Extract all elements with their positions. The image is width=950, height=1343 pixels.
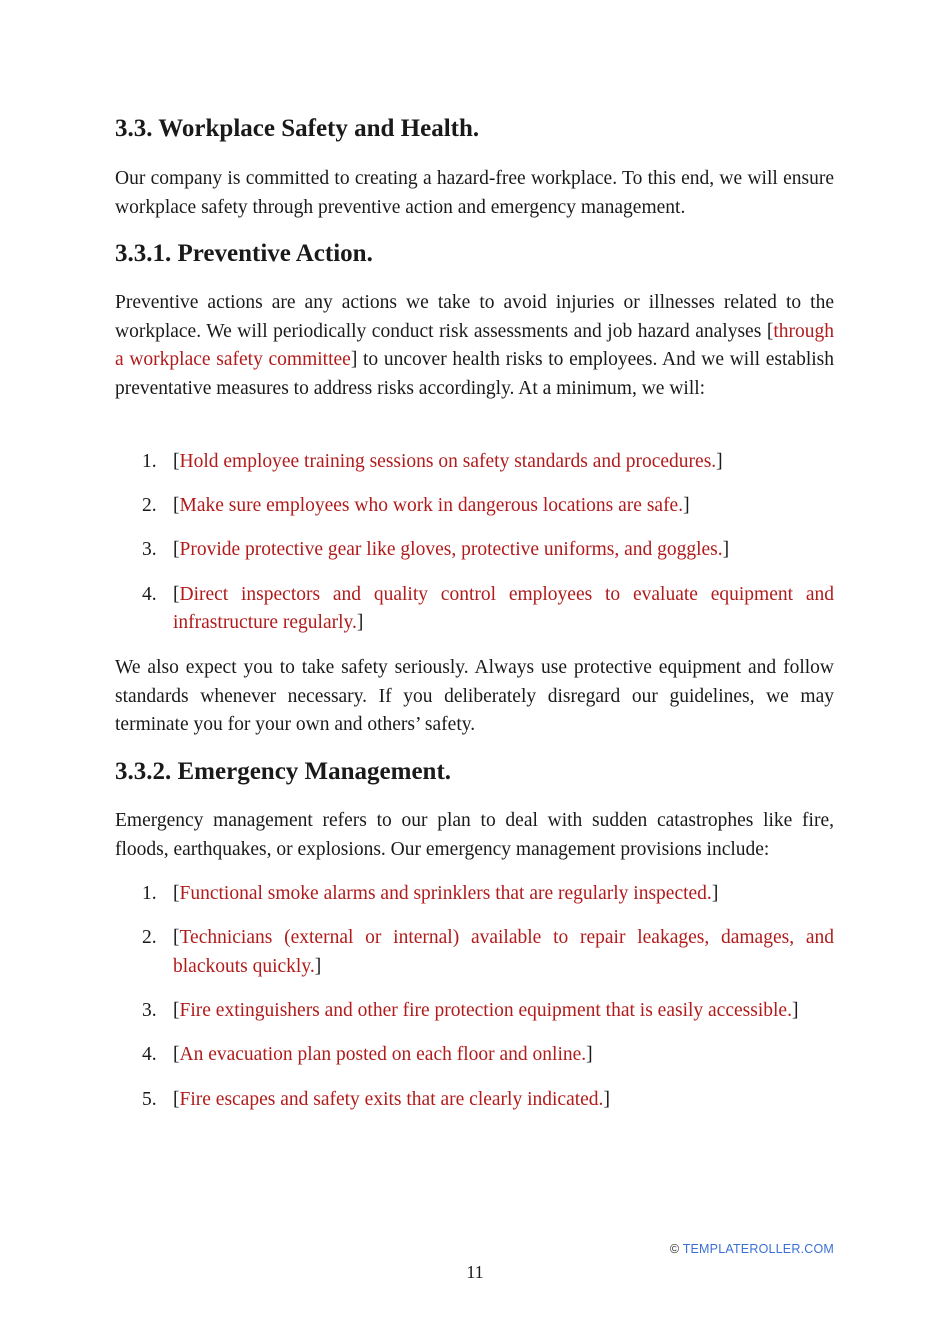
brand-link[interactable]: TEMPLATEROLLER.COM	[682, 1242, 834, 1256]
list-number: 3.	[142, 1000, 157, 1022]
list-item: 2. [Make sure employees who work in dangerous locations are safe.]	[115, 492, 834, 521]
placeholder-text: Fire extinguishers and other fire protection equipment that is easily accessible.	[179, 1000, 792, 1022]
preventive-list	[115, 448, 834, 654]
section-intro: Our company is committed to creating a hazard-free workplace. To this end, we will ensure workplace safety through preventive action and emergency management.	[115, 168, 834, 218]
placeholder-text: Direct inspectors and quality control employees to evaluate equipment and infrastructure regularly.	[173, 583, 834, 634]
footer-brand[interactable]	[670, 1242, 834, 1256]
preventive-paragraph-end: ] to uncover health risks to employees. And we will establish preventative measures to address risks accordingly. At a minimum, we will:	[115, 349, 834, 400]
list-item: 3. [Fire extinguishers and other fire protection equipment that is easily accessible.]	[115, 997, 834, 1026]
emergency-intro: Emergency management refers to our plan to deal with sudden catastrophes like fire, floods, earthquakes, or explosions. Our emergency management provisions include:	[115, 810, 834, 860]
preventive-heading: 3.3.1. Preventive Action.	[115, 240, 373, 267]
preventive-closing: We also expect you to take safety seriously. Always use protective equipment and follow standards whenever necessary. If you deliberately disregard our guidelines, we may terminate you for your own and others’ safety.	[115, 657, 834, 736]
placeholder-text: Hold employee training sessions on safety standards and procedures.	[179, 451, 717, 472]
list-item: 1. [Functional smoke alarms and sprinklers that are regularly inspected.]	[115, 880, 834, 909]
list-item: 2. [Technicians (external or internal) available to repair leakages, damages, and blackouts quickly.]	[115, 924, 834, 981]
placeholder-text: Fire escapes and safety exits that are clearly indicated.	[179, 1088, 604, 1110]
list-number: 2.	[142, 495, 157, 517]
preventive-paragraph	[115, 289, 834, 404]
list-item: 4. [An evacuation plan posted on each floor and online.]	[115, 1041, 834, 1070]
list-item: 1. [Hold employee training sessions on safety standards and procedures.]	[115, 448, 834, 477]
page-number: 11	[466, 1262, 484, 1282]
placeholder-text: Technicians (external or internal) available to repair leakages, damages, and blackouts quickly.	[173, 927, 834, 977]
placeholder-text: Provide protective gear like gloves, protective uniforms, and goggles.	[179, 539, 723, 561]
placeholder-text: Make sure employees who work in dangerous locations are safe.	[179, 495, 684, 517]
list-number: 3.	[142, 539, 157, 561]
list-number: 5.	[142, 1088, 157, 1110]
list-number: 4.	[142, 583, 157, 605]
emergency-heading: 3.3.2. Emergency Management.	[115, 758, 452, 785]
list-number: 1.	[142, 451, 157, 472]
section-heading: 3.3. Workplace Safety and Health.	[115, 115, 480, 142]
list-number: 4.	[142, 1044, 157, 1066]
list-item: 4. [Direct inspectors and quality control employees to evaluate equipment and infrastructure regularly.]	[115, 581, 834, 638]
placeholder-text: An evacuation plan posted on each floor and online.	[179, 1044, 587, 1066]
list-item: 3. [Provide protective gear like gloves, protective uniforms, and goggles.]	[115, 536, 834, 565]
emergency-list	[115, 880, 834, 1130]
copyright-icon: ©	[669, 1242, 680, 1256]
list-number: 1.	[142, 883, 157, 904]
placeholder-text: through a workplace safety committee	[115, 320, 834, 371]
placeholder-text: Functional smoke alarms and sprinklers that are regularly inspected.	[179, 883, 712, 904]
list-item: 5. [Fire escapes and safety exits that are clearly indicated.]	[115, 1086, 834, 1115]
preventive-paragraph-start: Preventive actions are any actions we take to avoid injuries or illnesses related to the workplace. We will periodically conduct risk assessments and job hazard analyses [	[115, 292, 834, 342]
list-number: 2.	[142, 927, 157, 949]
